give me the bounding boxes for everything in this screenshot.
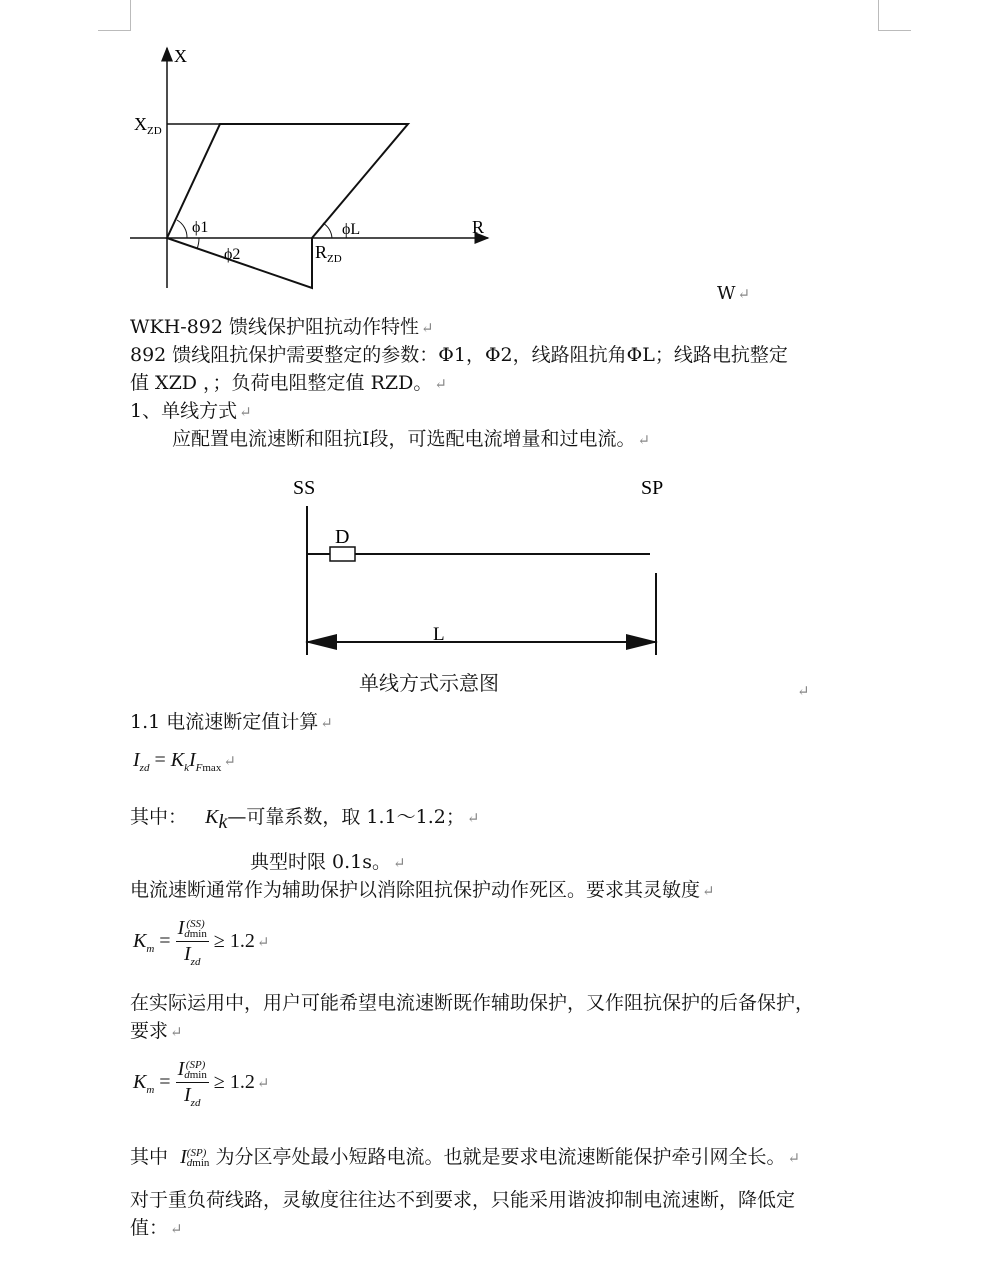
impedance-characteristic-diagram (120, 40, 500, 300)
length-l-label: L (433, 624, 445, 645)
crop-mark-top-right-vertical (878, 0, 879, 30)
section-body-single-line: 应配置电流速断和阻抗Ⅰ段，可选配电流增量和过电流。 ↵ (172, 428, 651, 450)
paragraph-mark: ↵ (797, 682, 810, 700)
section-heading-current-quick-break: 1.1 电流速断定值计算 ↵ (130, 711, 333, 733)
phiL-arc (323, 223, 332, 238)
heavy-load-line1: 对于重负荷线路，灵敏度往往达不到要求，只能采用谐波抑制电流速断，降低定 (130, 1189, 796, 1211)
equation-km-ss: $K_m$ = I (SS) dmin $I_{zd}$ ≥ 1.2 ↵ (133, 917, 270, 968)
crop-mark-top-left-horizontal (98, 30, 131, 31)
crop-mark-top-left-vertical (130, 0, 131, 30)
axis-x-label: X (174, 46, 187, 66)
xzd-label: $X_{ZD}$ (134, 114, 162, 137)
single-line-diagram-caption: 单线方式示意图 (359, 671, 499, 695)
caption-impedance-characteristic: WKH-892 馈线保护阻抗动作特性 ↵ (130, 316, 434, 338)
section-heading-single-line: 1、单线方式 ↵ (130, 400, 252, 422)
phi1-arc (177, 220, 187, 238)
equation-izd: $I_{zd} = K_kI_{Fmax}$ ↵ (133, 749, 236, 774)
sp-label: SP (641, 477, 664, 499)
characteristic-polygon (167, 124, 408, 288)
typical-time-line: 典型时限 0.1s。 ↵ (250, 851, 406, 873)
sensitivity-requirement-line: 电流速断通常作为辅助保护以消除阻抗保护动作死区。要求其灵敏度 ↵ (130, 879, 715, 901)
parameters-paragraph-line2: 值 XZD ，；负荷电阻整定值 RZD。 ↵ (130, 372, 447, 394)
equation-km-sp: $K_m$ = I (SP) dmin $I_{zd}$ ≥ 1.2 ↵ (133, 1058, 270, 1109)
phiL-label: ϕL (342, 221, 361, 238)
crop-mark-top-right-horizontal (878, 30, 911, 31)
w-mark: W ↵ (717, 283, 751, 304)
phi1-label: ϕ1 (192, 219, 209, 236)
sp-minimum-current-line: 其中 I(SP) dmin 为分区亭处最小短路电流。也就是要求电流速断能保护牵引网全长。 ↵ (130, 1146, 801, 1169)
phi2-arc (197, 238, 199, 249)
rzd-label: $R_{ZD}$ (315, 242, 342, 265)
backup-protection-line1: 在实际运用中，用户可能希望电流速断既作辅助保护，又作阻抗保护的后备保护， (130, 992, 815, 1014)
breaker-d-label: D (335, 526, 350, 548)
single-line-mode-diagram (280, 470, 680, 660)
axis-r-label: R (472, 217, 485, 237)
heavy-load-line2: 值： ↵ (130, 1217, 183, 1239)
phi2-label: ϕ2 (224, 246, 241, 263)
breaker-d-box (330, 547, 355, 561)
parameters-paragraph-line1: 892 馈线阻抗保护需要整定的参数：Φ1，Φ2，线路阻抗角ΦL；线路电抗整定 (130, 344, 788, 366)
backup-protection-line2: 要求 ↵ (130, 1020, 183, 1042)
reliability-coefficient-line: 其中： $K_k—$可靠系数，取 1.1～1.2； ↵ (130, 806, 480, 833)
ss-label: SS (293, 477, 316, 499)
